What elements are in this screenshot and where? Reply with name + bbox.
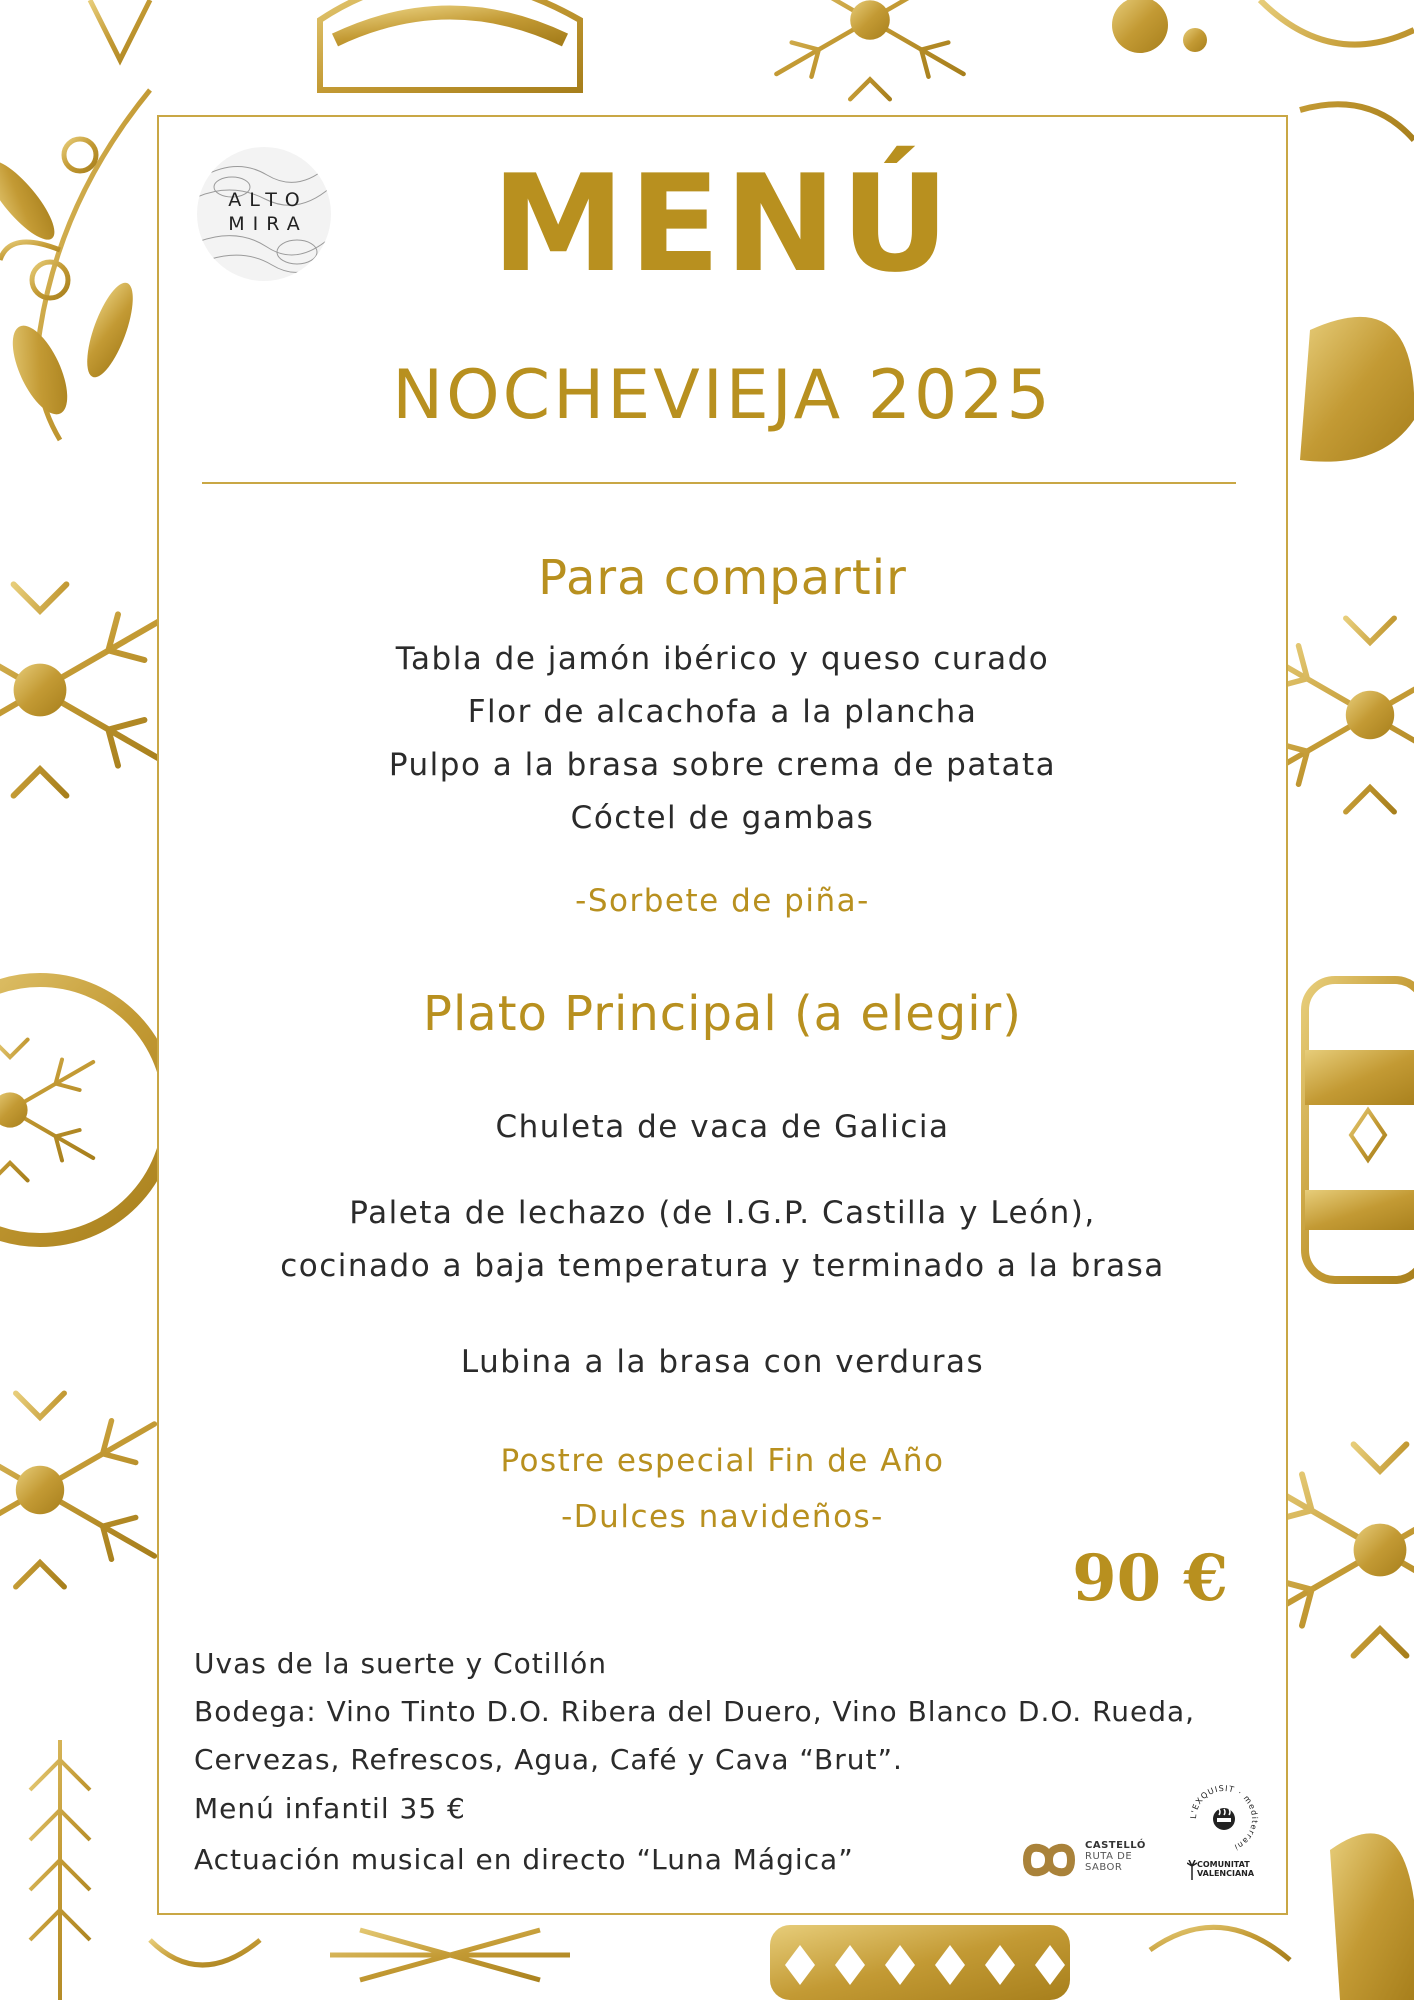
castello-badge-line1: CASTELLÓ <box>1085 1840 1146 1851</box>
logo-text-line1: ALTO <box>228 189 308 211</box>
menu-price: 90 € <box>1072 1541 1228 1616</box>
menu-card <box>157 115 1288 1915</box>
menu-subtitle: NOCHEVIEJA 2025 <box>392 356 1053 435</box>
title-divider <box>202 482 1236 484</box>
footer-grapes: Uvas de la suerte y Cotillón <box>194 1647 607 1680</box>
shared-item: Flor de alcachofa a la plancha <box>467 694 978 730</box>
shared-item: Cóctel de gambas <box>570 800 875 836</box>
region-badge-line1: COMUNITAT <box>1197 1860 1250 1869</box>
footer-kids-menu: Menú infantil 35 € <box>194 1792 466 1825</box>
dessert-sub-line: -Dulces navideños- <box>561 1499 884 1535</box>
main-item: Paleta de lechazo (de I.G.P. Castilla y León), <box>349 1195 1096 1231</box>
exquisit-mediterrani-badge <box>1187 1782 1261 1892</box>
castello-badge-line2: RUTA DE <box>1085 1851 1133 1862</box>
castello-badge-line3: SABOR <box>1085 1862 1123 1873</box>
menu-title: MENÚ <box>491 146 954 302</box>
main-item: Chuleta de vaca de Galicia <box>495 1109 950 1145</box>
main-heading: Plato Principal (a elegir) <box>423 986 1022 1042</box>
shared-heading: Para compartir <box>538 550 907 606</box>
region-badge-line2: VALENCIANA <box>1197 1869 1255 1878</box>
footer-wines: Bodega: Vino Tinto D.O. Ribera del Duero, Vino Blanco D.O. Rueda, <box>194 1695 1196 1728</box>
exquisit-seal-icon <box>1187 1782 1261 1856</box>
palm-tree-icon <box>1187 1860 1197 1880</box>
footer-drinks: Cervezas, Refrescos, Agua, Café y Cava “Brut”. <box>194 1743 903 1776</box>
logo-text-line2: MIRA <box>228 213 308 235</box>
svg-text:L'EXQUISIT · mediterrani: L'EXQUISIT · mediterrani <box>1188 1783 1260 1852</box>
shared-item: Pulpo a la brasa sobre crema de patata <box>388 747 1057 783</box>
dessert-line: Postre especial Fin de Año <box>500 1443 945 1479</box>
footer-live-music: Actuación musical en directo “Luna Mágica” <box>194 1843 854 1876</box>
infinity-loop-icon <box>1019 1840 1079 1880</box>
shared-item: Tabla de jamón ibérico y queso curado <box>395 641 1050 677</box>
castello-ruta-de-sabor-badge <box>1019 1835 1146 1885</box>
main-item: Lubina a la brasa con verduras <box>460 1344 985 1380</box>
sorbet-interlude: -Sorbete de piña- <box>575 883 870 919</box>
main-item: cocinado a baja temperatura y terminado a la brasa <box>280 1248 1165 1284</box>
